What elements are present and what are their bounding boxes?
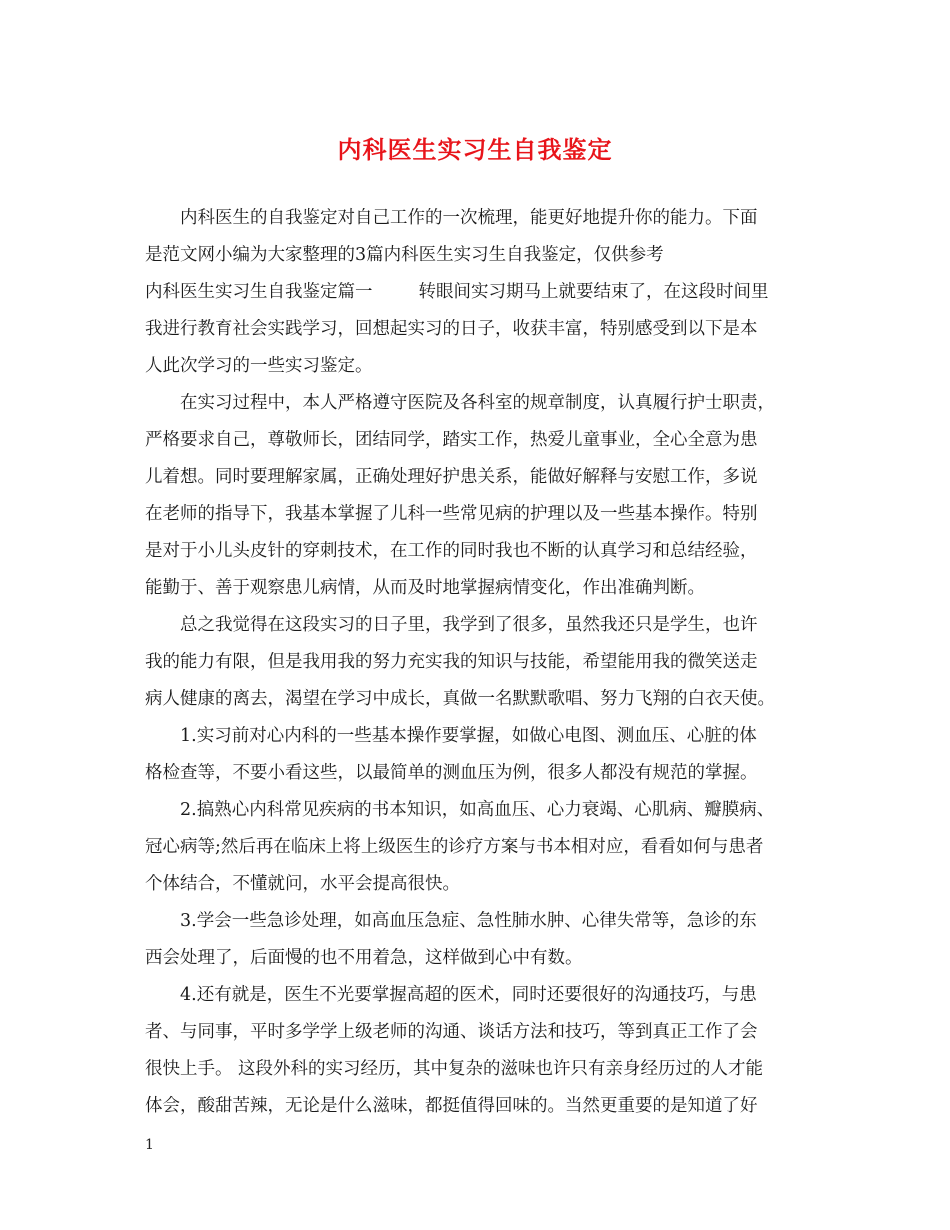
paragraph-line: 严格要求自己，尊敬师长，团结同学，踏实工作，热爱儿童事业，全心全意为患 xyxy=(145,430,758,450)
paragraph-line: 是范文网小编为大家整理的3篇内科医生实习生自我鉴定，仅供参考 xyxy=(145,245,664,265)
section-heading: 内科医生实习生自我鉴定篇一 xyxy=(145,282,373,302)
paragraph-line: 者、与同事，平时多学学上级老师的沟通、谈话方法和技巧，等到真正工作了会 xyxy=(145,1022,758,1042)
paragraph-line: 我进行教育社会实践学习，回想起实习的日子，收获丰富，特别感受到以下是本 xyxy=(145,319,758,339)
paragraph-line: 1.实习前对心内科的一些基本操作要掌握，如做心电图、测血压、心脏的体 xyxy=(180,726,757,746)
paragraph-line: 格检查等，不要小看这些，以最简单的测血压为例，很多人都没有规范的掌握。 xyxy=(145,763,758,783)
paragraph-line: 总之我觉得在这段实习的日子里，我学到了很多，虽然我还只是学生，也许 xyxy=(180,615,758,635)
paragraph-line: 我的能力有限，但是我用我的努力充实我的知识与技能，希望能用我的微笑送走 xyxy=(145,652,758,672)
paragraph-line: 内科医生的自我鉴定对自己工作的一次梳理，能更好地提升你的能力。下面 xyxy=(180,208,758,228)
paragraph-line: 很快上手。 这段外科的实习经历，其中复杂的滋味也许只有亲身经历过的人才能 xyxy=(145,1059,764,1079)
paragraph-line-with-heading xyxy=(145,274,815,311)
paragraph-line: 儿着想。同时要理解家属，正确处理好护患关系，能做好解释与安慰工作，多说 xyxy=(145,467,758,487)
paragraph-line: 2.搞熟心内科常见疾病的书本知识，如高血压、心力衰竭、心肌病、瓣膜病、 xyxy=(180,800,775,820)
paragraph-line: 4.还有就是，医生不光要掌握高超的医术，同时还要很好的沟通技巧，与患 xyxy=(180,985,757,1005)
paragraph-line: 个体结合，不懂就问，水平会提高很快。 xyxy=(145,874,460,894)
paragraph-line: 体会，酸甜苦辣，无论是什么滋味，都挺值得回味的。当然更重要的是知道了好 xyxy=(145,1096,758,1116)
paragraph-line: 冠心病等;然后再在临床上将上级医生的诊疗方案与书本相对应，看看如何与患者 xyxy=(145,837,764,857)
paragraph-text: 转眼间实习期马上就要结束了，在这段时间里 xyxy=(418,282,769,302)
paragraph-line: 病人健康的离去，渴望在学习中成长，真做一名默默歌唱、努力飞翔的白衣天使。 xyxy=(145,689,775,709)
paragraph-line: 西会处理了，后面慢的也不用着急，这样做到心中有数。 xyxy=(145,948,583,968)
paragraph-line: 在实习过程中，本人严格遵守医院及各科室的规章制度，认真履行护士职责， xyxy=(180,393,775,413)
document-title: 内科医生实习生自我鉴定 xyxy=(337,135,613,164)
paragraph-line: 能勤于、善于观察患儿病情，从而及时地掌握病情变化，作出准确判断。 xyxy=(145,578,705,598)
paragraph-line: 3.学会一些急诊处理，如高血压急症、急性肺水肿、心律失常等，急诊的东 xyxy=(180,911,757,931)
paragraph-line: 是对于小儿头皮针的穿刺技术，在工作的同时我也不断的认真学习和总结经验， xyxy=(145,541,758,561)
document-body xyxy=(145,200,815,1125)
paragraph-line: 在老师的指导下，我基本掌握了儿科一些常见病的护理以及一些基本操作。特别 xyxy=(145,504,758,524)
page-number: 1 xyxy=(145,1137,154,1153)
paragraph-line: 人此次学习的一些实习鉴定。 xyxy=(145,356,373,376)
